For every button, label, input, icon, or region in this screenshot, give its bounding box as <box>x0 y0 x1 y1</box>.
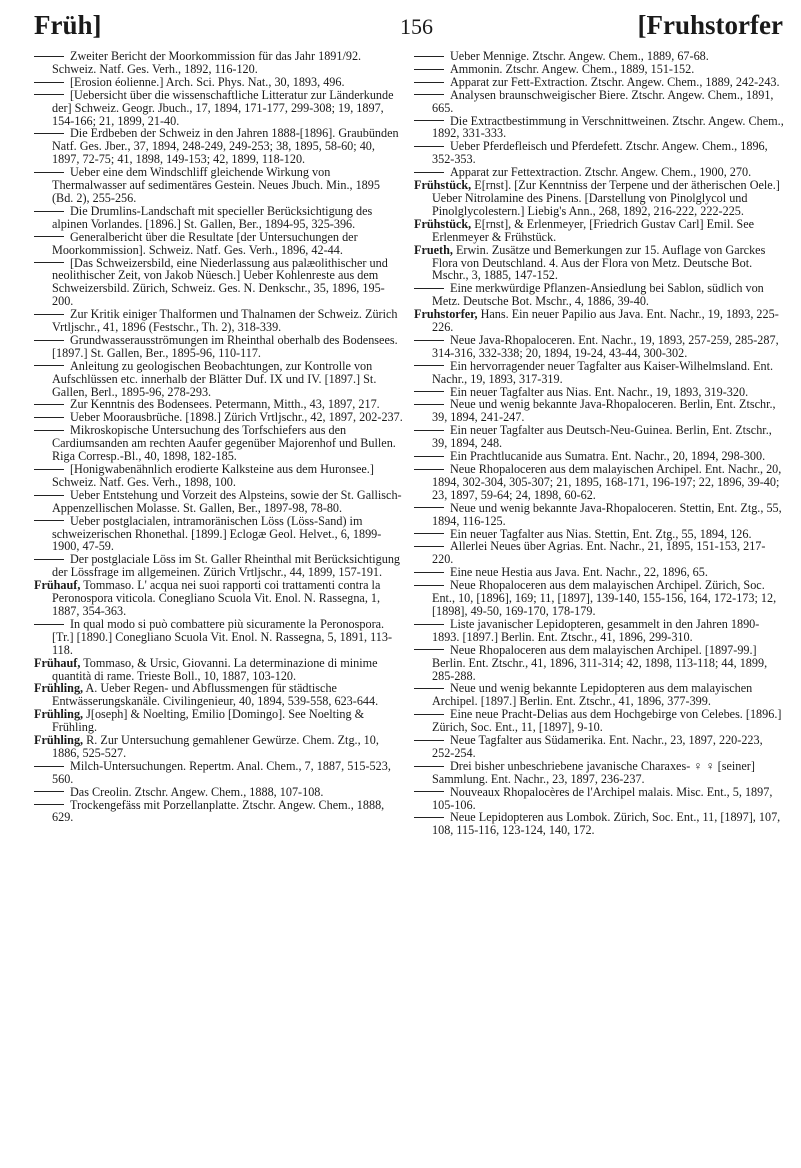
bibliography-entry <box>414 682 784 708</box>
bibliography-entry <box>414 463 784 502</box>
ditto-dash <box>414 456 444 457</box>
entry-text: Neue Rhopaloceren aus dem malayischen Archipel. [1897-99.] Berlin. Ent. Ztschr., 41, 1896, 311-314; 42, 1898, 113-118; 44, 1899, 285-288. <box>432 642 768 683</box>
ditto-dash <box>414 288 444 289</box>
entry-text: Ueber Mennige. Ztschr. Angew. Chem., 1889, 67-68. <box>450 49 709 63</box>
entry-text: [Das Schweizersbild, eine Niederlassung aus palæolithischer und neolithischer Zeit, von Jakob Nüesch.] Ueber Kohlenreste aus dem Schweizersbild. Zürich, Schweiz. Ges. N. Denkschr., 35, 1896, 195-200. <box>52 255 388 309</box>
entry-text: Nouveaux Rhopalocères de l'Archipel malais. Misc. Ent., 5, 1897, 105-106. <box>432 784 773 812</box>
entry-text: A. Ueber Regen- und Abflussmengen für städtische Entwässerungskanäle. Civilingenieur, 40, 1894, 539-558, 623-644. <box>52 681 379 709</box>
entry-text: Ein neuer Tagfalter aus Nias. Stettin, Ent. Ztg., 55, 1894, 126. <box>450 526 752 541</box>
ditto-dash <box>414 172 444 173</box>
bibliography-entry <box>34 657 403 683</box>
ditto-dash <box>34 340 64 341</box>
ditto-dash <box>34 262 64 263</box>
ditto-dash <box>414 391 444 392</box>
ditto-dash <box>34 404 64 405</box>
ditto-dash <box>414 624 444 625</box>
entry-text: Neue Lepidopteren aus Lombok. Zürich, Soc. Ent., 11, [1897], 107, 108, 115-116, 123-124, 140, 172. <box>432 810 781 838</box>
entry-text: Die Drumlins-Landschaft mit specieller Berücksichtigung des alpinen Vorlandes. [1896.] St. Gallen, Ber., 1894-95, 325-396. <box>52 203 373 231</box>
ditto-dash <box>34 172 64 173</box>
ditto-dash <box>34 559 64 560</box>
ditto-dash <box>414 688 444 689</box>
bibliography-entry <box>414 540 784 566</box>
ditto-dash <box>34 94 64 95</box>
ditto-dash <box>34 520 64 521</box>
bibliography-entry <box>414 89 784 115</box>
page-header <box>34 8 783 42</box>
ditto-dash <box>414 469 444 470</box>
entry-author: Frühauf, <box>34 655 81 670</box>
ditto-dash <box>34 133 64 134</box>
bibliography-entry <box>34 424 403 463</box>
entry-text: Die Extractbestimmung in Verschnittweinen. Ztschr. Angew. Chem., 1892, 331-333. <box>432 113 784 141</box>
bibliography-entry <box>34 579 403 618</box>
entry-text: Apparat zur Fett-Extraction. Ztschr. Angew. Chem., 1889, 242-243. <box>450 74 780 89</box>
bibliography-entry <box>414 115 784 141</box>
header-right-term: [Fruhstorfer <box>637 10 783 40</box>
entry-author: Frueth, <box>414 242 453 257</box>
entry-text: Tommaso, & Ursic, Giovanni. La determinazione di minime quantità di rame. Trieste Boll., 10, 1887, 103-120. <box>52 655 378 683</box>
bibliography-entry <box>34 734 403 760</box>
entry-text: Tommaso. L' acqua nei suoi rapporti coi trattamenti contra la Peronospora viticola. Conegliano Scuola Vit. Enol. N. Rassegna, 1, 1887, 354-363. <box>52 578 381 618</box>
bibliography-entry <box>414 334 784 360</box>
bibliography-entry <box>414 811 784 837</box>
bibliography-entry <box>414 786 784 812</box>
entry-text: Die Erdbeben der Schweiz in den Jahren 1888-[1896]. Graubünden Natf. Ges. Jber., 37, 1894, 248-249, 249-253; 38, 1895, 58-60; 40, 1897, 72-75; 41, 1898, 149-153; 42, 1899, 118-120. <box>52 126 399 167</box>
ditto-dash <box>34 804 64 805</box>
ditto-dash <box>34 624 64 625</box>
entry-text: Ein neuer Tagfalter aus Nias. Ent. Nachr., 19, 1893, 319-320. <box>450 384 749 399</box>
bibliography-entry <box>34 257 403 309</box>
bibliography-entry <box>34 50 403 76</box>
entry-text: R. Zur Untersuchung gemahlener Gewürze. Chem. Ztg., 10, 1886, 525-527. <box>52 733 379 760</box>
entry-author: Frühling, <box>34 681 84 696</box>
ditto-dash <box>414 69 444 70</box>
entry-text: Neue und wenig bekannte Lepidopteren aus dem malayischen Archipel. [1897.] Berlin. Ent. Ztschr., 41, 1896, 377-399. <box>432 681 753 709</box>
bibliography-entry <box>414 424 784 450</box>
bibliography-entry <box>414 618 784 644</box>
entry-text: Erwin. Zusätze und Bemerkungen zur 15. Auflage von Garckes Flora von Deutschland. 4. Aus der Flora von Metz. Deutsche Bot. Mschr., 3, 1885, 147-152. <box>432 242 766 283</box>
bibliography-entry <box>34 231 403 257</box>
entry-text: Der postglaciale Löss im St. Galler Rheinthal mit Berücksichtigung der Lössfrage im allgemeinen. Zürich Vrtljschr., 44, 1899, 157-191. <box>52 552 401 580</box>
bibliography-entry <box>414 179 784 218</box>
bibliography-entry <box>34 127 403 166</box>
bibliography-entry <box>34 308 403 334</box>
ditto-dash <box>34 211 64 212</box>
entry-text: Apparat zur Fettextraction. Ztschr. Angew. Chem., 1900, 270. <box>450 165 752 180</box>
entry-text: [Honigwabenähnlich erodierte Kalksteine aus dem Huronsee.] Schweiz. Natf. Ges. Verh., 1898, 100. <box>52 462 374 489</box>
entry-text: Neue und wenig bekannte Java-Rhopaloceren. Berlin, Ent. Ztschr., 39, 1894, 241-247. <box>432 397 776 425</box>
bibliography-entry <box>414 644 784 683</box>
entry-text: In qual modo si può combattere più sicuramente la Peronospora. [Tr.] [1890.] Conegliano Scuola Vit. Enol. N. Rassegna, 5, 1891, 113-118. <box>52 616 393 657</box>
entry-text: Milch-Untersuchungen. Repertm. Anal. Chem., 7, 1887, 515-523, 560. <box>52 758 391 786</box>
ditto-dash <box>414 340 444 341</box>
bibliography-entry <box>34 489 403 515</box>
ditto-dash <box>414 82 444 83</box>
ditto-dash <box>34 314 64 315</box>
ditto-dash <box>34 417 64 418</box>
bibliography-entry <box>34 682 403 708</box>
ditto-dash <box>414 546 444 547</box>
bibliography-entry <box>414 282 784 308</box>
ditto-dash <box>414 404 444 405</box>
entry-author: Fruhstorfer, <box>414 307 478 322</box>
ditto-dash <box>34 430 64 431</box>
bibliography-entry <box>34 360 403 399</box>
ditto-dash <box>34 469 64 470</box>
bibliography-entry <box>414 140 784 166</box>
ditto-dash <box>34 766 64 767</box>
bibliography-entry <box>414 398 784 424</box>
ditto-dash <box>414 740 444 741</box>
bibliography-entry <box>414 579 784 618</box>
bibliography-entry <box>34 515 403 554</box>
entry-text: Analysen braunschweigischer Biere. Ztschr. Angew. Chem., 1891, 665. <box>432 87 774 115</box>
left-column <box>34 50 403 824</box>
ditto-dash <box>414 430 444 431</box>
entry-author: Frühauf, <box>34 578 81 593</box>
ditto-dash <box>414 766 444 767</box>
entry-text: Ein Prachtlucanide aus Sumatra. Ent. Nachr., 20, 1894, 298-300. <box>450 449 766 464</box>
entry-text: E[rnst], & Erlenmeyer, [Friedrich Gustav Carl] Emil. See Erlenmeyer & Frühstück. <box>432 216 755 244</box>
bibliography-entry <box>34 166 403 205</box>
entry-text: Anleitung zu geologischen Beobachtungen, zur Kontrolle von Aufschlüssen etc. innerhalb der Blätter Duf. IX und IV. [1897.] St. Gallen, Berl., 1895-96, 278-293. <box>52 358 377 399</box>
entry-text: Neue Tagfalter aus Südamerika. Ent. Nachr., 23, 1897, 220-223, 252-254. <box>432 733 763 760</box>
ditto-dash <box>414 791 444 792</box>
bibliography-entry <box>34 799 403 825</box>
right-column <box>414 50 784 837</box>
ditto-dash <box>34 495 64 496</box>
bibliography-entry <box>414 760 784 786</box>
entry-text: Eine neue Hestia aus Java. Ent. Nachr., 22, 1896, 65. <box>450 565 708 580</box>
ditto-dash <box>414 94 444 95</box>
ditto-dash <box>34 365 64 366</box>
entry-text: Ein neuer Tagfalter aus Deutsch-Neu-Guinea. Berlin, Ent. Ztschr., 39, 1894, 248. <box>432 423 772 451</box>
entry-text: Generalbericht über die Resultate [der Untersuchungen der Moorkommission]. Schweiz. Natf. Ges. Verh., 1896, 42-44. <box>52 229 358 257</box>
entry-author: Frühstück, <box>414 178 472 193</box>
header-left-term: Früh] <box>34 10 102 40</box>
entry-text: Eine neue Pracht-Delias aus dem Hochgebirge von Celebes. [1896.] Zürich, Soc. Ent., 11, [1897], 9-10. <box>432 707 782 735</box>
entry-text: [Uebersicht über die wissenschaftliche Litteratur zur Länderkunde der] Schweiz. Geogr. Jbuch., 17, 1894, 171-177, 299-308; 19, 1897, 154-166; 21, 1899, 21-40. <box>52 87 394 128</box>
entry-text: J[oseph] & Noelting, Emilio [Domingo]. See Noelting & Frühling. <box>52 707 365 735</box>
entry-text: Trockengefäss mit Porzellanplatte. Ztschr. Angew. Chem., 1888, 629. <box>52 797 385 825</box>
entry-text: Ueber Moorausbrüche. [1898.] Zürich Vrtljschr., 42, 1897, 202-237. <box>70 410 403 425</box>
entry-text: Ueber Pferdefleisch und Pferdefett. Ztschr. Angew. Chem., 1896, 352-353. <box>432 139 768 167</box>
ditto-dash <box>34 791 64 792</box>
ditto-dash <box>34 82 64 83</box>
ditto-dash <box>34 236 64 237</box>
bibliography-entry <box>414 308 784 334</box>
entry-text: Ueber postglacialen, intramoränischen Löss (Löss-Sand) im schweizerischen Rhonethal. [1899.] Eclogæ Geol. Helvet., 6, 1899-1900, 47-59. <box>52 513 382 554</box>
entry-text: Mikroskopische Untersuchung des Torfschiefers aus den Cardiumsanden am rechten Aaufer gegenüber Majorenhof und Bullen. Riga Corresp.-Bl., 40, 1898, 182-185. <box>52 423 396 464</box>
entry-text: Neue und wenig bekannte Java-Rhopaloceren. Stettin, Ent. Ztg., 55, 1894, 116-125. <box>432 500 782 528</box>
entry-text: Ein hervorragender neuer Tagfalter aus Kaiser-Wilhelmsland. Ent. Nachr., 19, 1893, 317-319. <box>432 358 774 386</box>
bibliography-entry <box>414 734 784 760</box>
bibliography-entry <box>34 463 403 489</box>
entry-text: Zweiter Bericht der Moorkommission für das Jahr 1891/92. Schweiz. Natf. Ges. Verh., 1892, 116-120. <box>52 49 362 76</box>
ditto-dash <box>414 533 444 534</box>
entry-text: Allerlei Neues über Agrias. Ent. Nachr., 21, 1895, 151-153, 217-220. <box>432 539 766 567</box>
ditto-dash <box>414 572 444 573</box>
entry-text: Zur Kritik einiger Thalformen und Thalnamen der Schweiz. Zürich Vrtljschr., 41, 1896 (Festschr., Th. 2), 318-339. <box>52 307 398 335</box>
entry-author: Frühling, <box>34 733 84 748</box>
page-number: 156 <box>400 14 433 39</box>
entry-text: Drei bisher unbeschriebene javanische Charaxes- ♀ ♀ [seiner] Sammlung. Ent. Nachr., 23, 1897, 236-237. <box>432 758 755 786</box>
bibliography-entry <box>414 502 784 528</box>
ditto-dash <box>414 365 444 366</box>
entry-author: Frühling, <box>34 707 84 722</box>
entry-text: Ueber eine dem Windschliff gleichende Wirkung von Thermalwasser auf sedimentäres Gestein. Neues Jbuch. Min., 1895 (Bd. 2), 255-256. <box>52 165 380 205</box>
bibliography-entry <box>34 760 403 786</box>
bibliography-entry <box>414 360 784 386</box>
bibliography-entry <box>34 205 403 231</box>
bibliography-entry <box>34 334 403 360</box>
ditto-dash <box>414 56 444 57</box>
entry-text: Ammonin. Ztschr. Angew. Chem., 1889, 151-152. <box>450 61 695 76</box>
entry-text: E[rnst]. [Zur Kenntniss der Terpene und der ätherischen Oele.] Ueber Nitrolamine des Pinens. [Darstellung von Pinolglycol und Pinolglycolestern.] Liebig's Ann., 268, 1892, 216-222, 222-225. <box>432 178 780 218</box>
bibliography-entry <box>34 708 403 734</box>
entry-text: Liste javanischer Lepidopteren, gesammelt in den Jahren 1890-1893. [1897.] Berlin. Ent. Ztschr., 41, 1896, 299-310. <box>432 616 760 644</box>
ditto-dash <box>34 56 64 57</box>
ditto-dash <box>414 507 444 508</box>
entry-text: Neue Java-Rhopaloceren. Ent. Nachr., 19, 1893, 257-259, 285-287, 314-316, 332-338; 20, 1894, 19-24, 43-44, 300-302. <box>432 332 779 360</box>
entry-text: Hans. Ein neuer Papilio aus Java. Ent. Nachr., 19, 1893, 225-226. <box>432 307 779 335</box>
ditto-dash <box>414 146 444 147</box>
entry-text: Zur Kenntnis des Bodensees. Petermann, Mitth., 43, 1897, 217. <box>70 397 380 412</box>
entry-text: Neue Rhopaloceren aus dem malayischen Archipel. Ent. Nachr., 20, 1894, 302-304, 305-307; 21, 1895, 168-171, 196-197; 22, 1896, 39-40; 23, 1897, 59-64; 24, 1898, 60-62. <box>432 462 782 502</box>
ditto-dash <box>414 817 444 818</box>
bibliography-entry <box>414 708 784 734</box>
ditto-dash <box>414 714 444 715</box>
bibliography-entry <box>34 89 403 128</box>
ditto-dash <box>414 585 444 586</box>
entry-text: Neue Rhopaloceren aus dem malayischen Archipel. Zürich, Soc. Ent., 10, [1896], 169; 11, [1897], 139-140, 155-156, 164, 172-173; 12, [1898], 49-50, 169-170, 178-179. <box>432 578 777 618</box>
bibliography-entry <box>34 618 403 657</box>
bibliography-entry <box>414 244 784 283</box>
entry-text: [Erosion éolienne.] Arch. Sci. Phys. Nat., 30, 1893, 496. <box>70 74 345 89</box>
entry-text: Grundwasserausströmungen im Rheinthal oberhalb des Bodensees. [1897.] St. Gallen, Ber., 1895-96, 110-117. <box>52 332 398 360</box>
ditto-dash <box>414 649 444 650</box>
entry-text: Das Creolin. Ztschr. Angew. Chem., 1888, 107-108. <box>70 784 324 799</box>
entry-text: Eine merkwürdige Pflanzen-Ansiedlung bei Sablon, südlich von Metz. Deutsche Bot. Mschr., 4, 1886, 39-40. <box>432 281 764 309</box>
entry-text: Ueber Entstehung und Vorzeit des Alpsteins, sowie der St. Gallisch-Appenzellischen Molasse. St. Gallen, Ber., 1897-98, 78-80. <box>52 487 402 515</box>
ditto-dash <box>414 120 444 121</box>
bibliography-entry <box>34 553 403 579</box>
entry-author: Frühstück, <box>414 216 472 231</box>
bibliography-entry <box>414 218 784 244</box>
